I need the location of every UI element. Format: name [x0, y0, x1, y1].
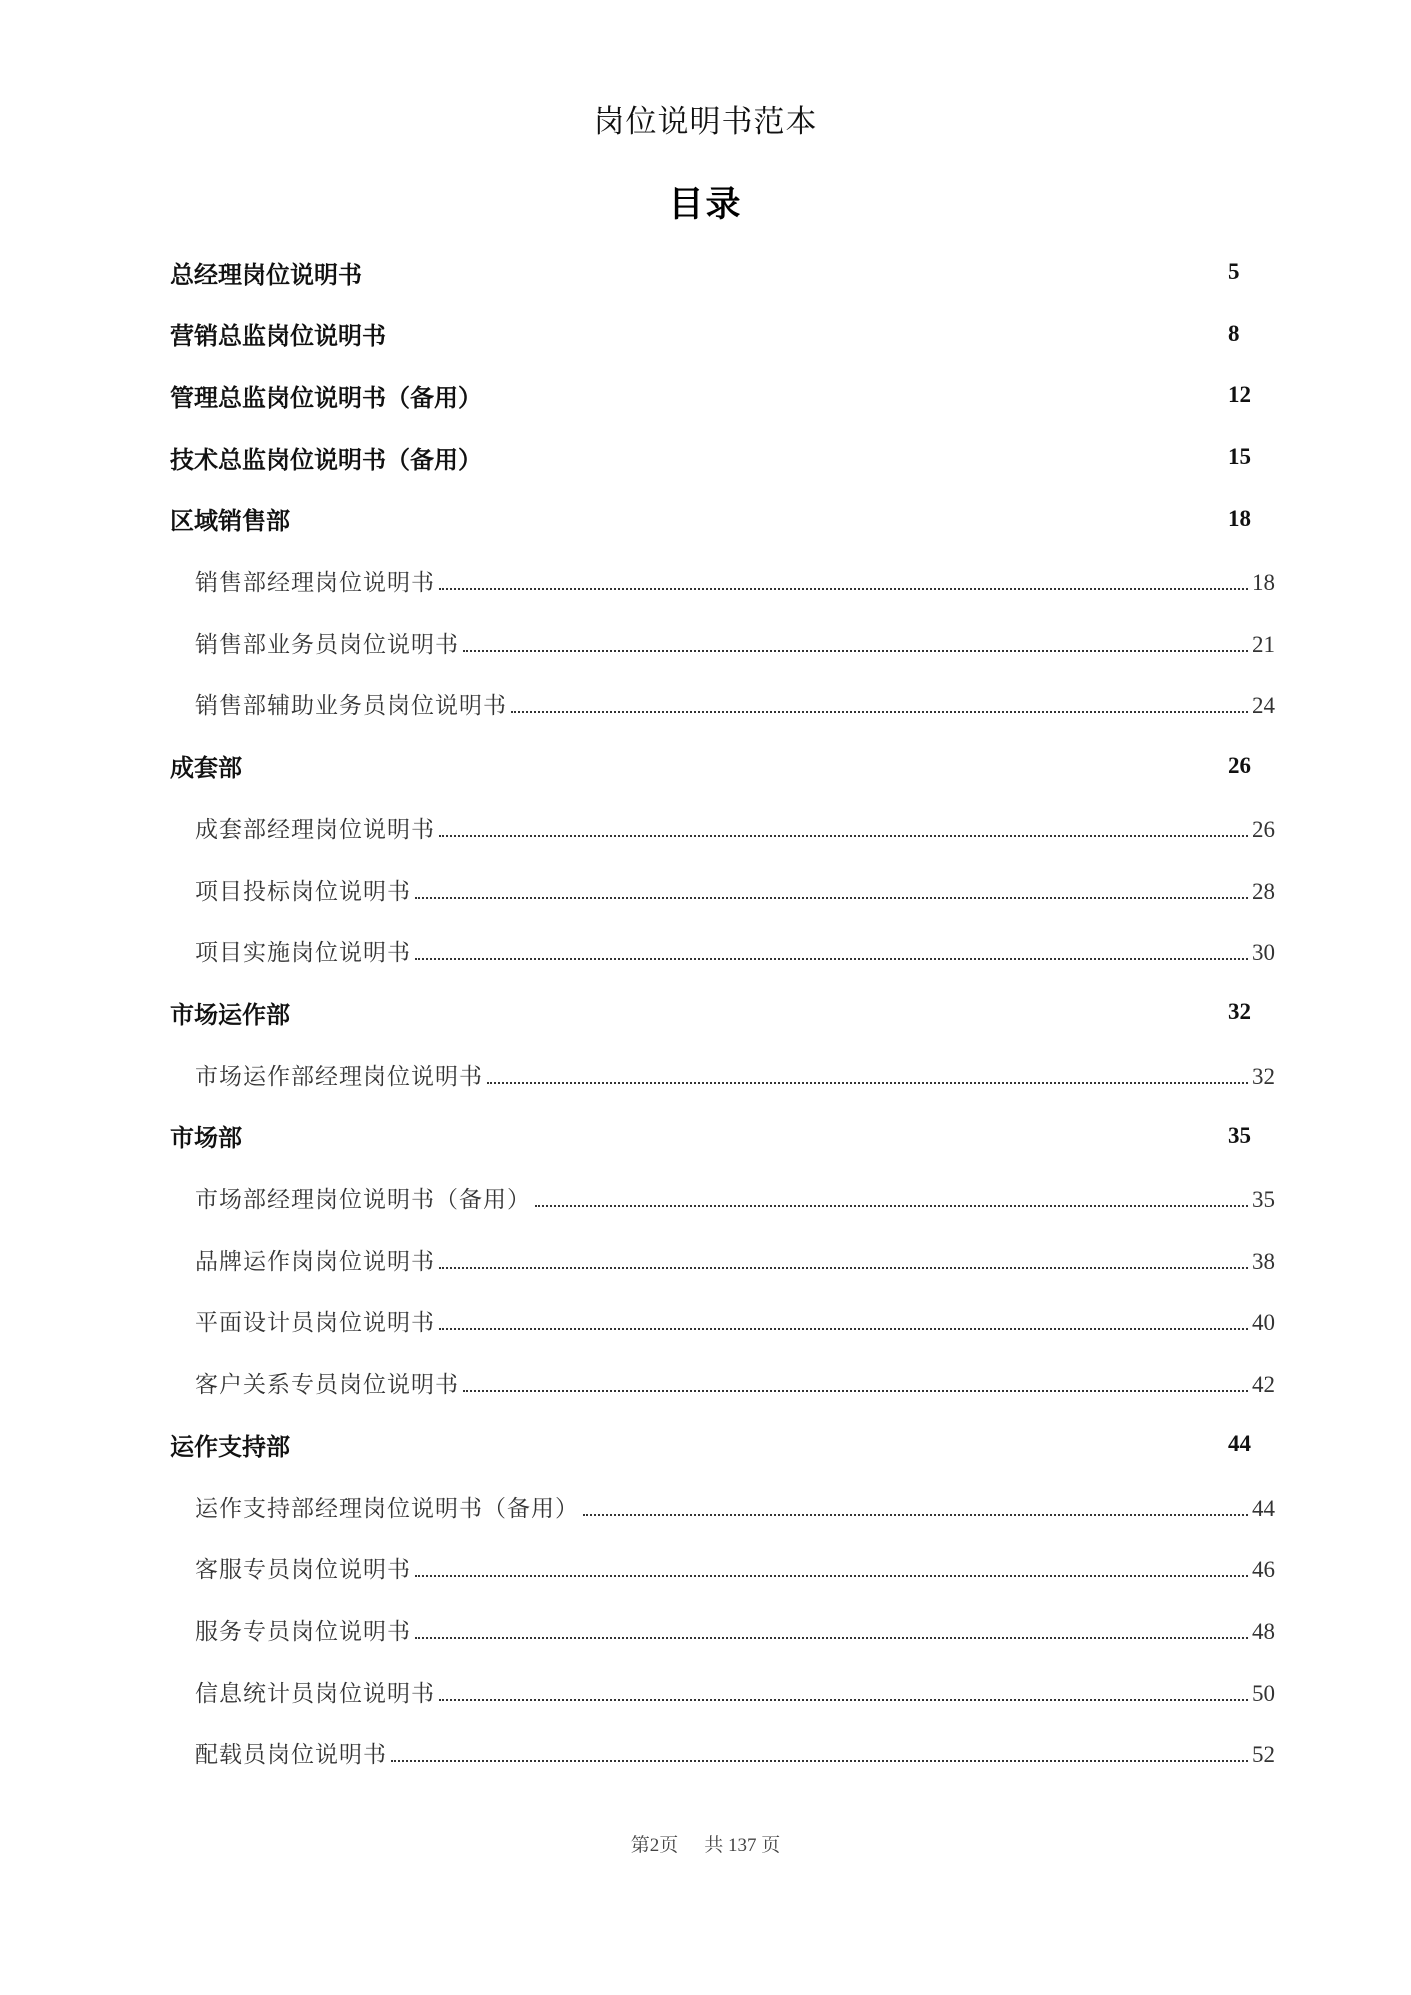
toc-subentry[interactable]: [0, 1178, 1411, 1218]
toc-page-number: 5: [1228, 259, 1240, 284]
toc-section-entry[interactable]: [0, 992, 1411, 1032]
toc-entry-label: 市场运作部: [170, 1000, 290, 1029]
dot-leader: [439, 587, 1248, 590]
dot-leader: [463, 649, 1248, 652]
current-page-label: 第2页: [630, 1835, 679, 1856]
toc-subentry-line: [195, 1736, 1275, 1769]
toc-subentry[interactable]: [0, 1301, 1411, 1341]
toc-page-number: 44: [1228, 1431, 1251, 1457]
toc-entry-label: 服务专员岗位说明书: [195, 1618, 411, 1645]
toc-entry-label: 总经理岗位说明书: [170, 260, 362, 289]
toc-subentry-line: [195, 1675, 1275, 1708]
toc-page-number: 44: [1252, 1495, 1275, 1521]
document-title: 岗位说明书范本: [593, 104, 818, 140]
toc-subentry[interactable]: [0, 622, 1411, 662]
toc-page-number: 42: [1252, 1372, 1275, 1398]
toc-section-entry[interactable]: [0, 437, 1411, 477]
toc-subentry-line: [195, 687, 1275, 720]
toc-page-number: 24: [1252, 693, 1275, 719]
toc-entry-label: 成套部经理岗位说明书: [195, 816, 435, 843]
toc-section-entry[interactable]: [0, 314, 1411, 354]
toc-subentry-line: [195, 1490, 1275, 1523]
toc-page-number: 35: [1228, 1122, 1251, 1148]
toc-subentry[interactable]: [0, 1054, 1411, 1094]
dot-leader: [439, 1698, 1248, 1701]
toc-page-number: 12: [1228, 382, 1251, 408]
toc-subentry[interactable]: [0, 1363, 1411, 1403]
toc-entry-label: 项目投标岗位说明书: [195, 878, 411, 905]
toc-section-entry[interactable]: [0, 375, 1411, 415]
toc-subentry-line: [195, 1613, 1275, 1646]
toc-subentry-line: [195, 873, 1275, 906]
toc-subentry-line: [195, 1304, 1275, 1337]
toc-subentry-line: [195, 1551, 1275, 1584]
toc-subentry[interactable]: [0, 1733, 1411, 1773]
toc-entry-label: 客服专员岗位说明书: [195, 1557, 411, 1584]
toc-page-number: 32: [1228, 999, 1251, 1025]
toc-section-entry[interactable]: [0, 499, 1411, 539]
toc-subentry[interactable]: [0, 684, 1411, 724]
toc-page-number: 38: [1252, 1248, 1275, 1274]
toc-entry-label: 运作支持部: [170, 1432, 290, 1461]
toc-subentry[interactable]: [0, 561, 1411, 601]
toc-page-number: 30: [1252, 940, 1275, 966]
toc-page-number: 15: [1228, 444, 1251, 470]
dot-leader: [439, 834, 1248, 837]
toc-subentry-line: [195, 934, 1275, 967]
toc-entry-label: 销售部经理岗位说明书: [195, 570, 435, 596]
toc-entry-label: 项目实施岗位说明书: [195, 940, 411, 967]
toc-subentry-line: [195, 1058, 1275, 1091]
toc-entry-label: 配载员岗位说明书: [195, 1742, 387, 1769]
toc-entry-label: 管理总监岗位说明书（备用）: [170, 383, 482, 412]
toc-heading: 目录: [668, 185, 743, 225]
toc-entry-label: 技术总监岗位说明书（备用）: [170, 445, 482, 474]
toc-entry-label: 运作支持部经理岗位说明书（备用）: [195, 1495, 579, 1522]
toc-subentry-line: [195, 626, 1275, 659]
toc-subentry[interactable]: [0, 1548, 1411, 1588]
toc-subentry-line: [195, 1366, 1275, 1399]
toc-entry-label: 销售部辅助业务员岗位说明书: [195, 693, 507, 720]
toc-subentry-line: [195, 1181, 1275, 1214]
toc-section-entry[interactable]: [0, 1424, 1411, 1464]
toc-subentry-line: [195, 811, 1275, 844]
page-footer: [0, 1830, 1411, 1857]
dot-leader: [463, 1389, 1248, 1392]
toc-entry-label: 市场部经理岗位说明书（备用）: [195, 1187, 531, 1213]
dot-leader: [415, 1574, 1248, 1577]
toc-entry-label: 销售部业务员岗位说明书: [195, 631, 459, 658]
dot-leader: [415, 1636, 1248, 1639]
toc-subentry[interactable]: [0, 1486, 1411, 1526]
dot-leader: [535, 1204, 1248, 1207]
toc-page-number: 18: [1228, 505, 1251, 531]
dot-leader: [487, 1081, 1248, 1084]
toc-page-number: 50: [1252, 1680, 1275, 1706]
dot-leader: [415, 957, 1248, 960]
toc-page-number: 52: [1252, 1742, 1275, 1768]
toc-subentry[interactable]: [0, 1239, 1411, 1279]
toc-page-number: 48: [1252, 1618, 1275, 1644]
toc-page-number: 28: [1252, 878, 1275, 904]
dot-leader: [391, 1759, 1248, 1762]
toc-page-number: 18: [1252, 570, 1275, 595]
toc-section-entry[interactable]: [0, 1116, 1411, 1156]
toc-page-number: 32: [1252, 1063, 1275, 1089]
toc-entry-label: 市场部: [170, 1124, 242, 1153]
toc-entry-label: 市场运作部经理岗位说明书: [195, 1063, 483, 1090]
toc-subentry[interactable]: [0, 807, 1411, 847]
toc-section-entry[interactable]: [0, 252, 1411, 292]
toc-entry-label: 客户关系专员岗位说明书: [195, 1372, 459, 1399]
toc-entry-label: 信息统计员岗位说明书: [195, 1680, 435, 1707]
toc-subentry[interactable]: [0, 1609, 1411, 1649]
dot-leader: [415, 896, 1248, 899]
toc-entry-label: 品牌运作岗岗位说明书: [195, 1248, 435, 1275]
toc-page-number: 26: [1228, 752, 1251, 778]
dot-leader: [583, 1513, 1248, 1516]
toc-page-number: 46: [1252, 1557, 1275, 1583]
dot-leader: [439, 1327, 1248, 1330]
toc-page-number: 35: [1252, 1187, 1275, 1212]
toc-section-entry[interactable]: [0, 746, 1411, 786]
total-pages-label: 共 137 页: [704, 1835, 781, 1856]
toc-page-number: 40: [1252, 1310, 1275, 1336]
toc-subentry[interactable]: [0, 931, 1411, 971]
dot-leader: [439, 1266, 1248, 1269]
toc-page-number: 26: [1252, 816, 1275, 842]
toc-entry-label: 成套部: [170, 754, 242, 783]
toc-page-number: 8: [1228, 320, 1240, 346]
toc-subentry-line: [195, 564, 1275, 597]
toc-subentry[interactable]: [0, 869, 1411, 909]
dot-leader: [511, 710, 1248, 713]
toc-entry-label: 区域销售部: [170, 507, 290, 536]
toc-subentry-line: [195, 1243, 1275, 1276]
toc-subentry[interactable]: [0, 1671, 1411, 1711]
toc-entry-label: 平面设计员岗位说明书: [195, 1310, 435, 1337]
toc-entry-label: 营销总监岗位说明书: [170, 322, 386, 351]
toc-page-number: 21: [1252, 631, 1275, 657]
